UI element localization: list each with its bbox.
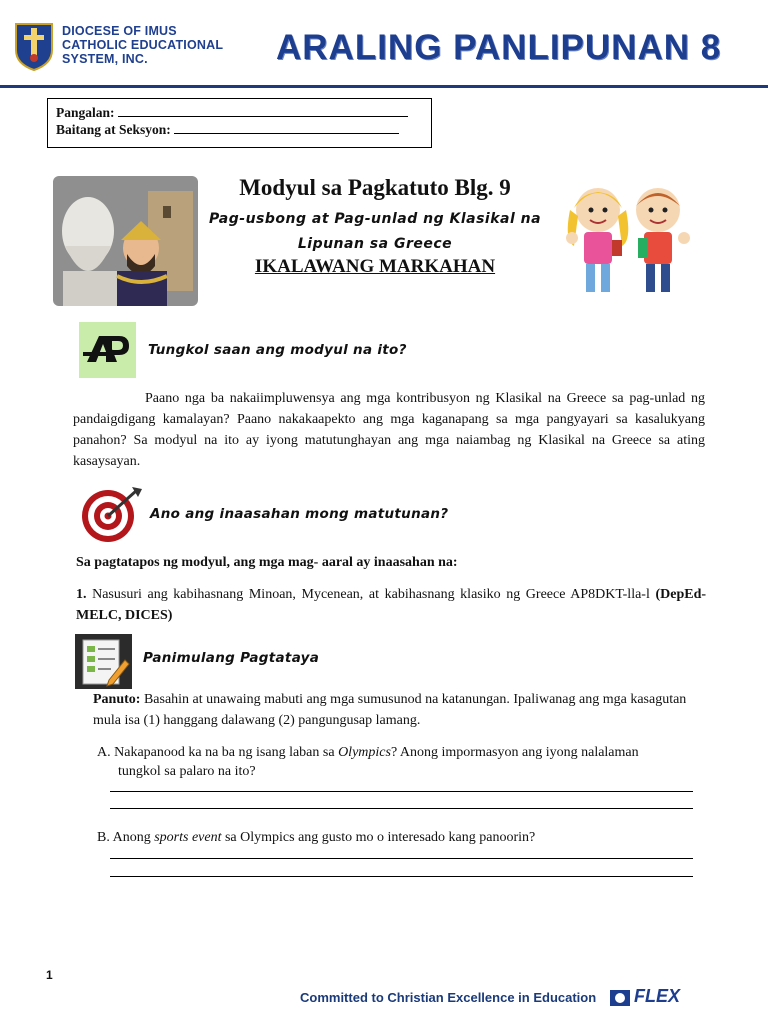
org-line-2: CATHOLIC EDUCATIONAL bbox=[62, 38, 224, 52]
question-a-emphasis: Olympics bbox=[338, 745, 391, 760]
about-paragraph: Paano nga ba nakaiimpluwensya ang mga kontribusyon ng Klasikal na Greece sa pag-unlad ng pandaigdigang kamalayan? Paano nakakaapekto ang mga kaganapang sa mga pangyayari sa kasalukyang panahon? Sa modyul na ito ay iyong matutunghayan ang mga naiambag ng Klasikal na Greece sa ating kasaysayan. bbox=[73, 391, 705, 469]
kids-thumbs-up-illustration bbox=[560, 180, 695, 305]
name-label: Pangalan: bbox=[56, 105, 115, 120]
question-b-emphasis: sports event bbox=[154, 830, 222, 845]
module-subtitle-line-2: Lipunan sa Greece bbox=[297, 236, 453, 252]
document-pencil-icon bbox=[75, 634, 132, 689]
objective-item bbox=[76, 584, 706, 626]
org-line-1: DIOCESE OF IMUS bbox=[62, 24, 177, 38]
question-a-letter: A. bbox=[97, 745, 111, 760]
section-field[interactable] bbox=[174, 121, 399, 134]
question-a-text-end: ? Anong impormasyon ang iyong nalalaman bbox=[390, 745, 639, 760]
answer-b-line-2[interactable] bbox=[110, 876, 693, 877]
objective-source: (DepEd-MELC, DICES) bbox=[76, 587, 707, 623]
section-label: Baitang at Seksyon: bbox=[56, 122, 171, 137]
objectives-intro: Sa pagtatapos ng modyul, ang mga mag- aaral ay inaasahan na: bbox=[76, 555, 458, 570]
diocese-seal-icon bbox=[12, 20, 56, 72]
question-a bbox=[97, 742, 707, 763]
question-b-letter: B. bbox=[97, 830, 110, 845]
instructions-text: Basahin at unawaing mabuti ang mga sumusunod na katanungan. Ipaliwanag ang mga kasagutan mula isa (1) hanggang dalawang (2) pangungusap lamang. bbox=[93, 692, 687, 728]
answer-a-line-1[interactable] bbox=[110, 791, 693, 792]
about-heading: Tungkol saan ang modyul na ito? bbox=[148, 342, 407, 358]
module-subtitle-line-1: Pag-usbong at Pag-unlad ng Klasikal na bbox=[208, 211, 542, 227]
instructions-label: Panuto: bbox=[93, 692, 141, 707]
greek-figures-illustration bbox=[53, 176, 198, 306]
pretest-instructions bbox=[93, 689, 705, 731]
org-line-3: SYSTEM, INC. bbox=[62, 52, 148, 66]
page-number: 1 bbox=[46, 968, 53, 982]
name-field[interactable] bbox=[118, 104, 408, 117]
ap-logo-icon bbox=[79, 322, 136, 378]
flex-logo bbox=[610, 984, 688, 1010]
question-b-text-end: sa Olympics ang gusto mo o interesado kang panoorin? bbox=[221, 830, 536, 845]
pretest-heading: Panimulang Pagtataya bbox=[143, 650, 320, 666]
answer-a-line-2[interactable] bbox=[110, 808, 693, 809]
objective-number: 1. bbox=[76, 587, 87, 602]
answer-b-line-1[interactable] bbox=[110, 858, 693, 859]
footer-tagline: Committed to Christian Excellence in Education bbox=[300, 990, 597, 1005]
question-b bbox=[97, 827, 707, 848]
student-info-box bbox=[47, 98, 432, 148]
module-subtitle bbox=[200, 207, 550, 257]
subject-title: ARALING PANLIPUNAN 8 bbox=[276, 28, 722, 67]
question-a-line-2: tungkol sa palaro na ito? bbox=[118, 764, 256, 779]
question-a-text-start: Nakapanood ka na ba ng isang laban sa bbox=[114, 745, 339, 760]
module-title: Modyul sa Pagkatuto Blg. 9 bbox=[239, 175, 511, 200]
flex-logo-text: FLEX bbox=[634, 986, 681, 1006]
objectives-heading: Ano ang inaasahan mong matutunan? bbox=[150, 506, 449, 522]
target-arrow-icon bbox=[80, 485, 144, 543]
objective-text: Nasusuri ang kabihasnang Minoan, Mycenean, at kabihasnang klasiko ng Greece AP8DKT-lla-l bbox=[92, 587, 650, 602]
header-divider bbox=[0, 85, 768, 88]
quarter-label: IKALAWANG MARKAHAN bbox=[254, 256, 496, 277]
organization-name bbox=[62, 24, 242, 66]
question-b-text-start: Anong bbox=[112, 830, 155, 845]
